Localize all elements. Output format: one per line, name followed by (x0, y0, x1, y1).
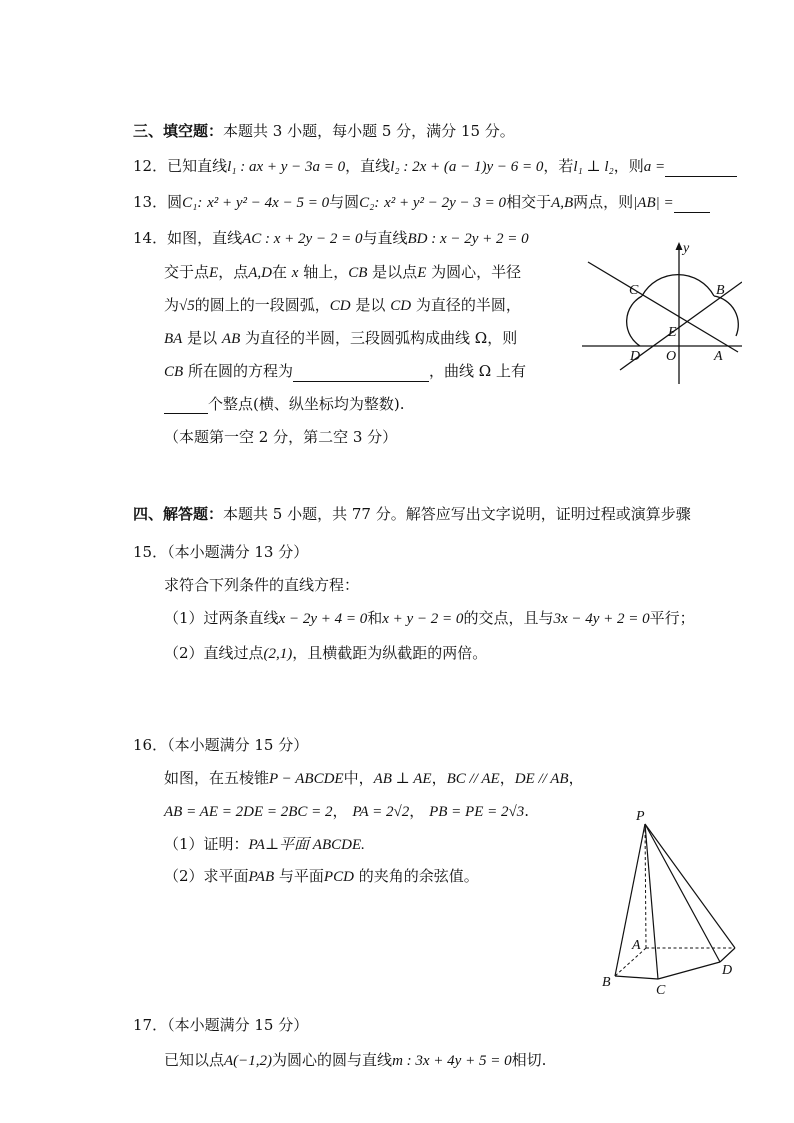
q16-text: 中， (343, 769, 374, 787)
q14-answer-blank-1[interactable] (293, 365, 429, 382)
q16-pyramid: P − ABCDE (269, 771, 344, 787)
question-12 (133, 156, 737, 177)
q15-part1 (164, 608, 695, 629)
fig16-label-d: D (722, 963, 733, 978)
q17-line-m: m : 3x + 4y + 5 = 0 (392, 1053, 512, 1069)
q14-score-note: （本题第一空 2 分，第二空 3 分） (164, 428, 398, 446)
q16-plane: PAB (248, 869, 275, 885)
q13-points: A,B (551, 195, 574, 211)
q15-text: （1）过两条直线 (164, 609, 279, 627)
q16-cond: PB = PE = 2√3 (429, 804, 525, 820)
q14-text: ，点 (218, 263, 249, 281)
q15-point: (2,1) (263, 646, 293, 662)
q17-center: A(−1,2) (224, 1053, 273, 1069)
q15-eq3: 3x − 4y + 2 = 0 (553, 611, 650, 627)
q15-part2 (164, 643, 487, 664)
q14-text: 为圆心，半径 (431, 263, 522, 281)
q14-line5 (164, 361, 526, 382)
section3-heading: 三、填空题： (133, 122, 224, 140)
q14-text: 是以 (355, 296, 386, 314)
q13-answer-blank[interactable] (674, 196, 710, 213)
q17-text: 相切. (511, 1051, 547, 1069)
q16-line2: AB = AE = 2DE = 2BC = 2， PA = 2√2， PB = PE = 2√3. (164, 802, 529, 820)
q12-text: ，直线 (345, 157, 391, 175)
fig14-label-d: D (630, 349, 641, 364)
q15-header (133, 542, 308, 562)
q14-text: 为直径的半圆，三段圆弧构成曲线 Ω，则 (245, 329, 518, 347)
q16-part1 (164, 834, 365, 855)
q16-plane: PCD (323, 869, 354, 885)
q14-cb: CB (348, 265, 368, 281)
q14-point-e: E (209, 265, 219, 281)
q16-text: （1）证明： (164, 835, 249, 853)
q15-text: 和 (367, 609, 383, 627)
q16-line1: 如图，在五棱锥P − ABCDE中，AB ⊥ AE，BC // AE，DE // AB， (164, 769, 584, 787)
q14-text: 个整点(横、纵坐标均为整数). (208, 395, 405, 413)
q16-part2 (164, 866, 479, 887)
q14-note (164, 427, 397, 447)
fig16-label-p: P (636, 809, 645, 824)
q12-text: ，则 (613, 157, 644, 175)
fig14-label-e: E (668, 325, 677, 340)
section4-desc: 本题共 5 小题，共 77 分。解答应写出文字说明，证明过程或演算步骤 (223, 505, 691, 523)
q14-points-ad: A,D (248, 265, 272, 281)
q14-text: 是以 (187, 329, 218, 347)
q14-answer-blank-2[interactable] (164, 397, 208, 414)
q12-line2-eq: l₂ : 2x + (a − 1)y − 6 = 0 (390, 159, 544, 175)
q15-number: 15． (133, 543, 168, 561)
q12-perp: l₁ ⊥ l₂ (573, 159, 614, 175)
q13-circle2-label: C₂: (359, 195, 380, 211)
q12-number: 12． (133, 157, 168, 175)
q14-number: 14． (133, 229, 168, 247)
q13-text: 圆 (167, 193, 183, 211)
q14-line-ac: AC : x + 2y − 2 = 0 (242, 231, 363, 247)
q16-header (133, 735, 308, 755)
q16-cond: DE // AB (514, 771, 569, 787)
q12-text: 已知直线 (167, 157, 228, 175)
fig16-label-c: C (656, 983, 666, 996)
q16-text: 如图，在五棱锥 (164, 769, 270, 787)
q12-line1-eq: l₁ : ax + y − 3a = 0 (227, 159, 346, 175)
y-axis-arrow (676, 242, 683, 250)
fig16-label-b: B (602, 975, 611, 990)
q13-ask: |AB| = (633, 195, 674, 211)
q14-text: 是以点 (372, 263, 418, 281)
q14-line4 (164, 328, 517, 349)
q14-ba: BA (164, 331, 183, 347)
q15-text: 的交点，且与 (463, 609, 554, 627)
arc-cb (642, 275, 714, 296)
semicircle-ba (714, 296, 738, 336)
edge-pc (645, 824, 658, 979)
section3-desc: 本题共 3 小题，每小题 5 分，满分 15 分。 (223, 122, 515, 140)
q17-header (133, 1015, 308, 1035)
q14-text: 为 (164, 296, 180, 314)
fig14-label-c: C (629, 283, 639, 298)
q14-text: 所在圆的方程为 (187, 362, 293, 380)
q14-figure (582, 240, 742, 388)
edge-pe (645, 824, 735, 948)
q13-number: 13． (133, 193, 168, 211)
q17-text: 为圆心的圆与直线 (272, 1051, 393, 1069)
q15-intro-text: 求符合下列条件的直线方程： (164, 576, 360, 594)
section4-heading: 四、解答题： (133, 505, 224, 523)
fig14-label-y: y (683, 241, 690, 256)
q14-line1 (133, 228, 529, 249)
q16-text: 与平面 (278, 867, 324, 885)
section4-title (133, 504, 691, 524)
fig14-label-a: A (714, 349, 723, 364)
question-13 (133, 192, 710, 213)
q16-cond: PA = 2√2 (352, 804, 410, 820)
q14-text: 轴上， (303, 263, 349, 281)
q16-cond: AB = AE = 2DE = 2BC = 2 (164, 804, 333, 820)
q14-line6 (164, 394, 404, 414)
q14-text: 交于点 (164, 263, 210, 281)
semicircle-cd (627, 296, 642, 346)
q15-text: 平行； (649, 609, 695, 627)
q16-claim: PA⊥平面 ABCDE. (248, 837, 365, 853)
q12-ask: a = (643, 159, 666, 175)
q17-line1 (164, 1050, 546, 1071)
q14-cb: CB (164, 364, 184, 380)
q17-score: （本小题满分 15 分） (167, 1016, 309, 1034)
q16-figure (598, 806, 744, 996)
q15-eq2: x + y − 2 = 0 (382, 611, 464, 627)
q14-point-e: E (417, 265, 427, 281)
q14-x: x (291, 265, 299, 281)
fig14-label-o: O (666, 349, 677, 364)
q14-text: 的圆上的一段圆弧， (194, 296, 330, 314)
q12-text: ，若 (543, 157, 574, 175)
q13-circle1-eq: x² + y² − 4x − 5 = 0 (207, 195, 330, 211)
q14-text: 为直径的半圆， (415, 296, 521, 314)
q16-number: 16． (133, 736, 168, 754)
q16-text: （2）求平面 (164, 867, 249, 885)
q17-text: 已知以点 (164, 1051, 225, 1069)
q14-ab: AB (221, 331, 241, 347)
edge-pd (645, 824, 720, 962)
fig16-label-a: A (632, 938, 641, 953)
q14-cd: CD (329, 298, 351, 314)
q12-answer-blank[interactable] (665, 160, 737, 177)
q15-score: （本小题满分 13 分） (167, 543, 309, 561)
q13-circle2-eq: x² + y² − 2y − 3 = 0 (384, 195, 507, 211)
q14-line-bd: BD : x − 2y + 2 = 0 (407, 231, 529, 247)
edge-de (720, 948, 735, 962)
q13-text: 两点，则 (573, 193, 634, 211)
q14-text: 如图，直线 (167, 229, 243, 247)
edge-cd (658, 962, 720, 979)
q14-line2 (164, 262, 521, 283)
q14-text: ，曲线 Ω 上有 (428, 362, 526, 380)
q14-sqrt5: √5 (179, 298, 195, 314)
q14-line3 (164, 295, 521, 316)
q14-text: 在 (271, 263, 287, 281)
q14-text: 与直线 (362, 229, 408, 247)
q13-circle1-label: C₁: (182, 195, 203, 211)
q17-number: 17． (133, 1016, 168, 1034)
q15-text: ，且横截距为纵截距的两倍。 (292, 644, 488, 662)
q16-score: （本小题满分 15 分） (167, 736, 309, 754)
q16-text: 的夹角的余弦值。 (358, 867, 479, 885)
q16-cond: AB ⊥ AE (373, 771, 432, 787)
q13-text: 相交于 (506, 193, 552, 211)
q14-cd: CD (390, 298, 412, 314)
q16-cond: BC // AE (446, 771, 500, 787)
q13-text: 与圆 (329, 193, 360, 211)
q15-text: （2）直线过点 (164, 644, 264, 662)
fig14-label-b: B (716, 283, 725, 298)
section3-title (133, 121, 515, 141)
q15-intro (164, 575, 359, 595)
edge-bc (615, 976, 658, 979)
q15-eq1: x − 2y + 4 = 0 (278, 611, 368, 627)
edge-pa (645, 824, 646, 948)
